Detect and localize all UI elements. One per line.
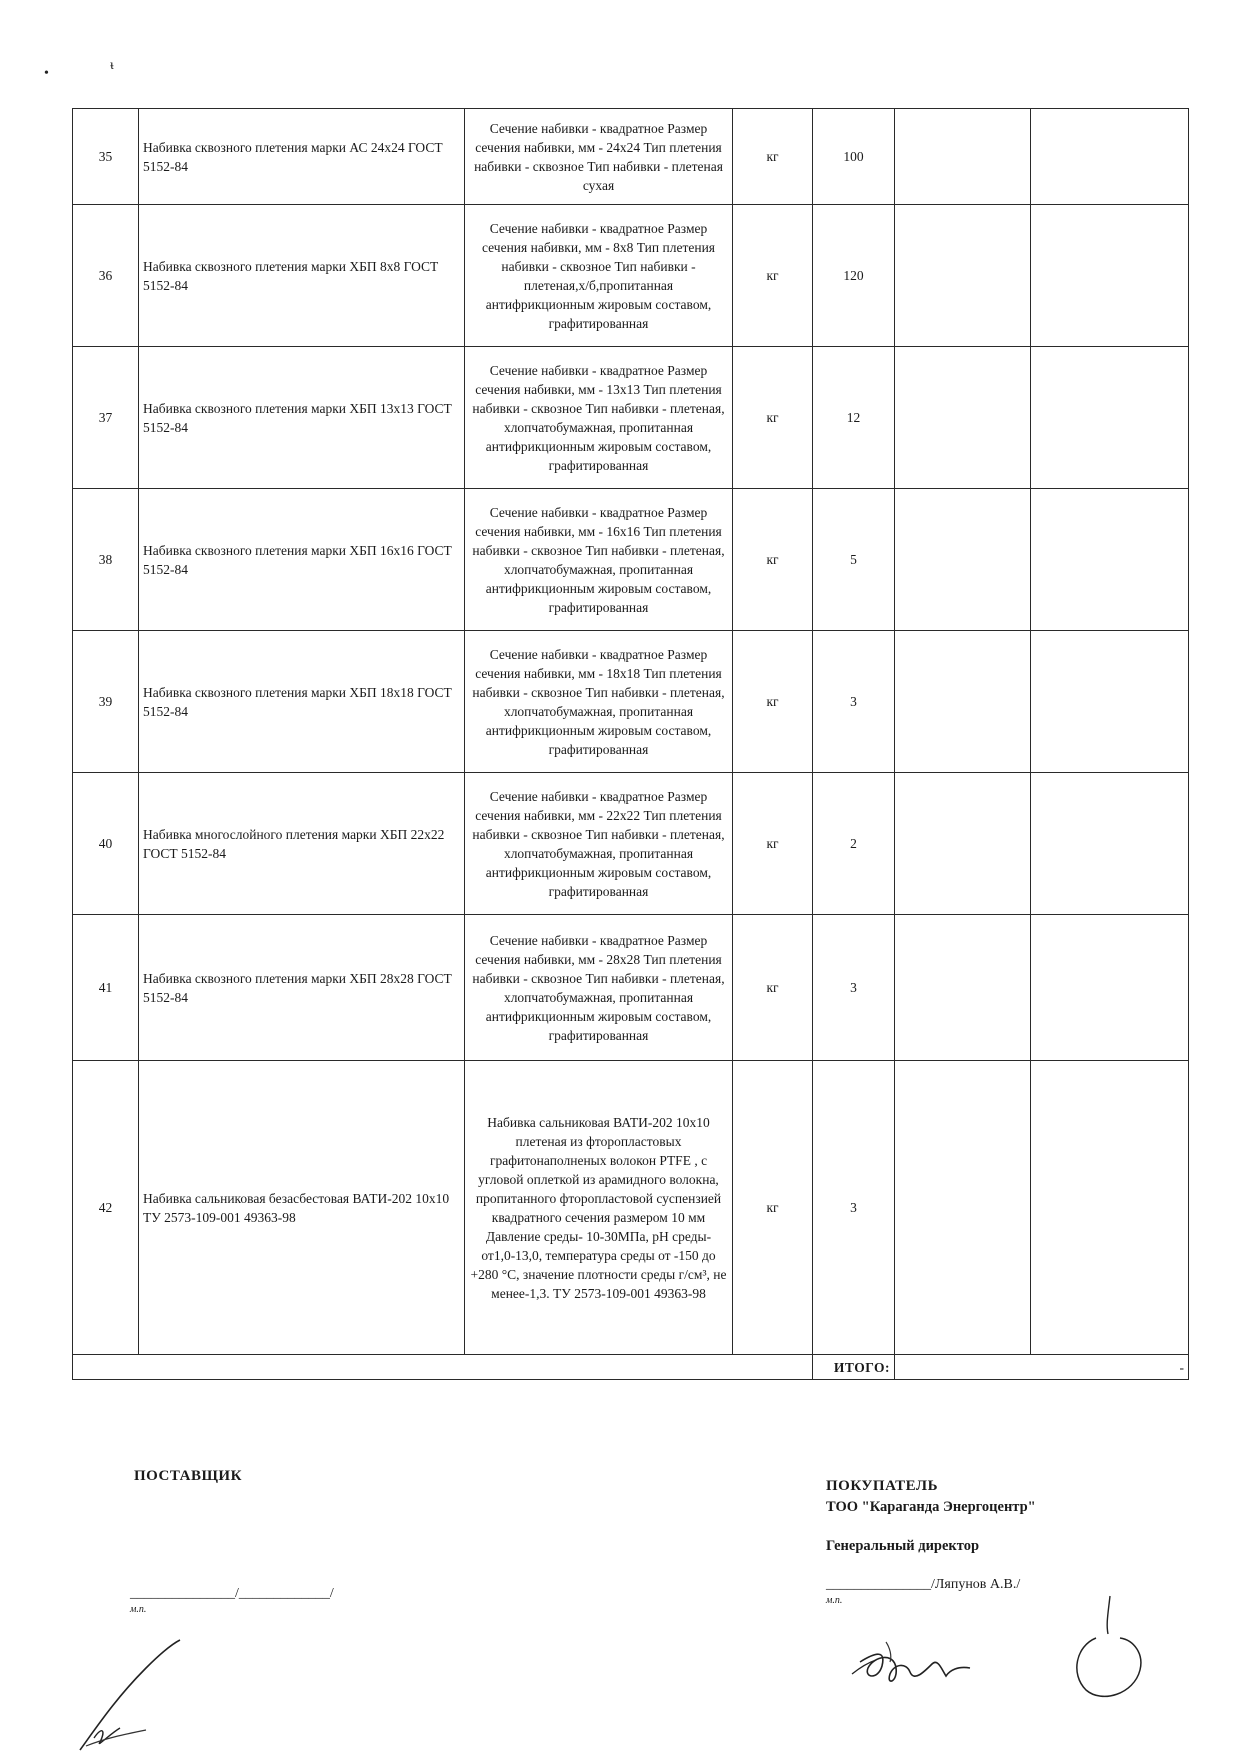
product-name: Набивка многослойного плетения марки ХБП 22х22 ГОСТ 5152-84 — [139, 773, 465, 915]
product-description: Сечение набивки - квадратное Размер сечения набивки, мм - 24х24 Тип плетения набивки - сквозное Тип набивки - плетеная сухая — [465, 109, 733, 205]
product-description: Набивка сальниковая ВАТИ-202 10х10 плетеная из фторопластовых графитонаполненых волокон PTFE , с угловой оплеткой из арамидного волокна, пропитанного фторопластовой суспензией квадратного сечения размером 10 мм Давление среды- 10-30МПа, pH среды- от1,0-13,0, температура среды от -150 до +280 °С, значение плотности среды г/см³, не менее-1,3. ТУ 2573-109-001 49363-98 — [465, 1061, 733, 1355]
supplier-block — [134, 1468, 242, 1485]
row-number: 41 — [73, 915, 139, 1061]
total-value: - — [895, 1355, 1189, 1380]
row-number: 35 — [73, 109, 139, 205]
quantity: 100 — [813, 109, 895, 205]
price-cell — [895, 773, 1031, 915]
price-cell — [895, 1061, 1031, 1355]
sum-cell — [1031, 109, 1189, 205]
total-row — [73, 1355, 1189, 1380]
unit-of-measure: кг — [733, 109, 813, 205]
quantity: 120 — [813, 205, 895, 347]
buyer-stamp-mark: м.п. — [826, 1595, 843, 1606]
sum-cell — [1031, 915, 1189, 1061]
buyer-handwritten-signature — [846, 1622, 996, 1702]
quantity: 5 — [813, 489, 895, 631]
product-description: Сечение набивки - квадратное Размер сечения набивки, мм - 13х13 Тип плетения набивки - сквозное Тип набивки - плетеная, хлопчатобумажная, пропитанная антифрикционным жировым составом, графитированная — [465, 347, 733, 489]
price-cell — [895, 109, 1031, 205]
quantity: 2 — [813, 773, 895, 915]
buyer-role: ПОКУПАТЕЛЬ — [826, 1478, 939, 1494]
supplier-handwritten-signature — [76, 1638, 186, 1754]
price-cell — [895, 915, 1031, 1061]
product-name: Набивка сквозного плетения марки ХБП 8х8 ГОСТ 5152-84 — [139, 205, 465, 347]
buyer-block — [826, 1478, 1036, 1606]
sum-cell — [1031, 631, 1189, 773]
unit-of-measure: кг — [733, 347, 813, 489]
unit-of-measure: кг — [733, 1061, 813, 1355]
price-cell — [895, 347, 1031, 489]
quantity: 3 — [813, 915, 895, 1061]
total-row-spacer — [73, 1355, 813, 1380]
unit-of-measure: кг — [733, 631, 813, 773]
unit-of-measure: кг — [733, 773, 813, 915]
product-description: Сечение набивки - квадратное Размер сечения набивки, мм - 16х16 Тип плетения набивки - сквозное Тип набивки - плетеная, хлопчатобумажная, пропитанная антифрикционным жировым составом, графитированная — [465, 489, 733, 631]
price-cell — [895, 205, 1031, 347]
row-number: 38 — [73, 489, 139, 631]
sum-cell — [1031, 1061, 1189, 1355]
product-description: Сечение набивки - квадратное Размер сечения набивки, мм - 8х8 Тип плетения набивки - сквозное Тип набивки - плетеная,х/б,пропитанная антифрикционным жировым составом, графитированная — [465, 205, 733, 347]
unit-of-measure: кг — [733, 915, 813, 1061]
row-number: 42 — [73, 1061, 139, 1355]
table-row — [73, 631, 1189, 773]
row-number: 39 — [73, 631, 139, 773]
price-cell — [895, 489, 1031, 631]
total-label: ИТОГО: — [813, 1355, 895, 1380]
product-name: Набивка сквозного плетения марки АС 24х24 ГОСТ 5152-84 — [139, 109, 465, 205]
product-name: Набивка сальниковая безасбестовая ВАТИ-202 10х10 ТУ 2573-109-001 49363-98 — [139, 1061, 465, 1355]
supplier-stamp-mark: м.п. — [130, 1604, 147, 1615]
sum-cell — [1031, 347, 1189, 489]
product-name: Набивка сквозного плетения марки ХБП 16х16 ГОСТ 5152-84 — [139, 489, 465, 631]
row-number: 40 — [73, 773, 139, 915]
table-body — [73, 109, 1189, 1380]
buyer-company: ТОО "Караганда Энергоцентр" — [826, 1499, 1036, 1515]
scan-speck: ᵼ — [110, 58, 114, 73]
product-name: Набивка сквозного плетения марки ХБП 18х18 ГОСТ 5152-84 — [139, 631, 465, 773]
product-description: Сечение набивки - квадратное Размер сечения набивки, мм - 28х28 Тип плетения набивки - сквозное Тип набивки - плетеная, хлопчатобумажная, пропитанная антифрикционным жировым составом, графитированная — [465, 915, 733, 1061]
unit-of-measure: кг — [733, 205, 813, 347]
product-description: Сечение набивки - квадратное Размер сечения набивки, мм - 18х18 Тип плетения набивки - сквозное Тип набивки - плетеная, хлопчатобумажная, пропитанная антифрикционным жировым составом, графитированная — [465, 631, 733, 773]
product-name: Набивка сквозного плетения марки ХБП 28х28 ГОСТ 5152-84 — [139, 915, 465, 1061]
table-row — [73, 347, 1189, 489]
row-number: 37 — [73, 347, 139, 489]
row-number: 36 — [73, 205, 139, 347]
table-row — [73, 1061, 1189, 1355]
sum-cell — [1031, 489, 1189, 631]
unit-of-measure: кг — [733, 489, 813, 631]
sum-cell — [1031, 773, 1189, 915]
table-row — [73, 205, 1189, 347]
scan-speck: • — [44, 66, 49, 81]
stamp-outline — [1068, 1594, 1148, 1704]
supplier-role: ПОСТАВЩИК — [134, 1468, 242, 1484]
sum-cell — [1031, 205, 1189, 347]
table-row — [73, 489, 1189, 631]
supplier-signature-line: _______________/_____________/ — [130, 1586, 334, 1601]
product-description: Сечение набивки - квадратное Размер сечения набивки, мм - 22х22 Тип плетения набивки - сквозное Тип набивки - плетеная, хлопчатобумажная, пропитанная антифрикционным жировым составом, графитированная — [465, 773, 733, 915]
table-row — [73, 109, 1189, 205]
table-row — [73, 773, 1189, 915]
product-name: Набивка сквозного плетения марки ХБП 13х13 ГОСТ 5152-84 — [139, 347, 465, 489]
table-row — [73, 915, 1189, 1061]
quantity: 12 — [813, 347, 895, 489]
quantity: 3 — [813, 631, 895, 773]
specification-table — [72, 108, 1189, 1380]
buyer-signature-line: _______________/Ляпунов А.В./ — [826, 1577, 1021, 1592]
price-cell — [895, 631, 1031, 773]
quantity: 3 — [813, 1061, 895, 1355]
buyer-position: Генеральный директор — [826, 1538, 980, 1554]
